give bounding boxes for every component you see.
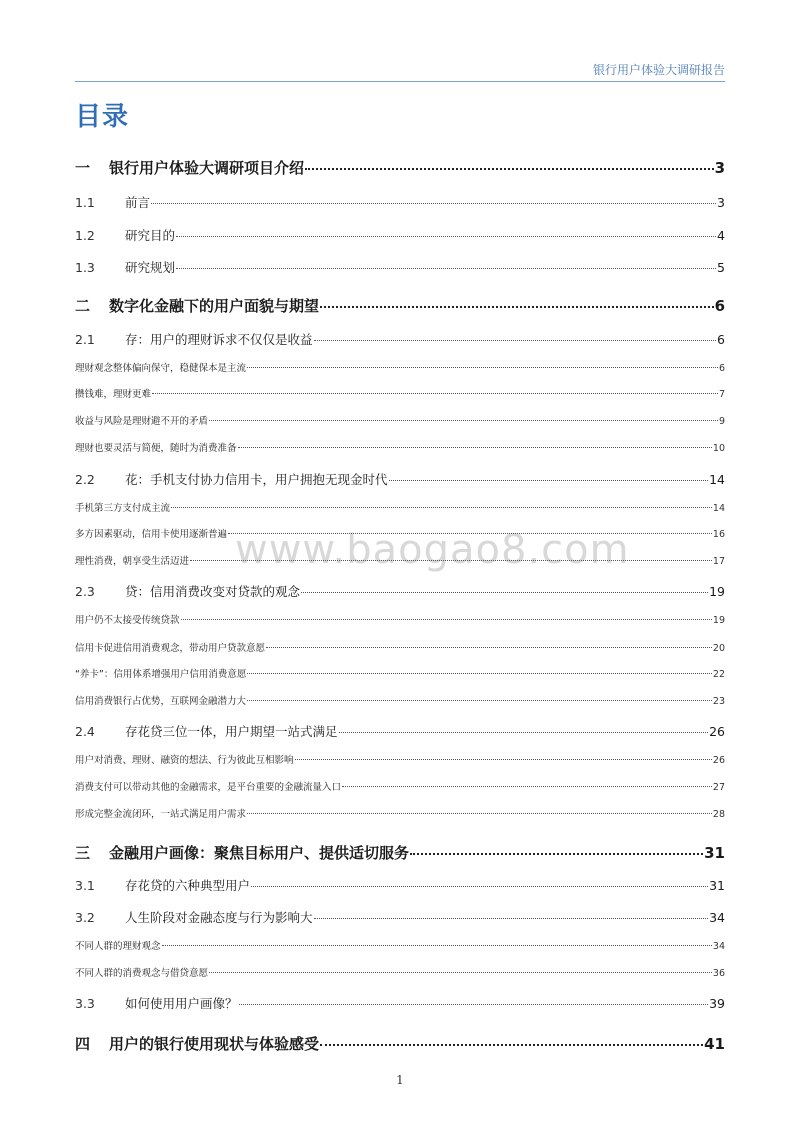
toc-entry-page: 4	[717, 228, 725, 243]
toc-entry[interactable]	[75, 157, 725, 178]
toc-entry-page: 3	[717, 195, 725, 210]
toc-entry-title: 花：手机支付协力信用卡，用户拥抱无现金时代	[125, 472, 388, 487]
toc-entry-page: 14	[709, 472, 725, 487]
toc-entry-page: 19	[709, 584, 725, 599]
toc-entry-page: 34	[712, 941, 725, 952]
toc-entry[interactable]	[75, 640, 725, 654]
toc-entry-page: 36	[712, 968, 725, 979]
toc-entry-title: 不同人群的消费观念与借贷意愿	[75, 968, 209, 979]
toc-entry[interactable]	[75, 500, 725, 514]
toc-entry[interactable]	[75, 553, 725, 567]
toc-entry-page: 19	[712, 615, 725, 626]
dot-leader	[247, 367, 718, 368]
toc-entry-page: 26	[709, 724, 725, 739]
dot-leader	[305, 168, 714, 170]
dot-leader	[238, 447, 712, 448]
toc-entry-title: 存花贷三位一体，用户期望一站式满足	[125, 724, 338, 739]
toc-entry-title: 理财观念整体偏向保守，稳健保本是主流	[75, 363, 247, 374]
dot-leader	[152, 393, 718, 394]
toc-entry-page: 9	[718, 416, 725, 427]
header-title: 银行用户体验大调研报告	[592, 63, 725, 77]
toc-entry-title: 如何使用用户画像？	[125, 996, 238, 1011]
toc-entry-number: 2.1	[75, 332, 95, 347]
dot-leader	[239, 1004, 709, 1005]
toc-entry[interactable]	[75, 612, 725, 626]
toc-entry-title: 用户仍不太接受传统贷款	[75, 615, 180, 626]
toc-entry-page: 28	[712, 809, 725, 820]
dot-leader	[209, 972, 712, 973]
toc-entry-number: 四	[75, 1035, 91, 1053]
toc-entry-title: 用户对消费、理财、融资的想法、行为彼此互相影响	[75, 755, 294, 766]
toc-entry-page: 39	[709, 996, 725, 1011]
toc-heading: 目录	[75, 102, 130, 132]
toc-entry[interactable]	[75, 994, 725, 1012]
toc-entry-number: 一	[75, 159, 91, 177]
toc-entry-number: 2.2	[75, 472, 95, 487]
dot-leader	[295, 759, 712, 760]
toc-entry-title: 形成完整金流闭环，一站式满足用户需求	[75, 809, 247, 820]
toc-entry-number: 1.1	[75, 195, 95, 210]
toc-entry-title: 存花贷的六种典型用户	[125, 878, 251, 893]
toc-entry-page: 14	[712, 503, 725, 514]
dot-leader	[266, 647, 712, 648]
dot-leader	[314, 918, 709, 919]
dot-leader	[247, 673, 712, 674]
toc-entry-title: 贷：信用消费改变对贷款的观念	[125, 584, 301, 599]
toc-entry[interactable]	[75, 666, 725, 680]
toc-entry-number: 3.3	[75, 996, 95, 1011]
toc-entry-page: 17	[712, 556, 725, 567]
toc-entry[interactable]	[75, 876, 725, 894]
toc-entry-title: 人生阶段对金融态度与行为影响大	[125, 910, 313, 925]
toc-entry[interactable]	[75, 526, 725, 540]
toc-entry-title: 多方因素驱动，信用卡使用逐渐普遍	[75, 529, 228, 540]
toc-entry[interactable]	[75, 693, 725, 707]
toc-entry-title: 研究规划	[125, 260, 176, 275]
toc-entry-page: 3	[714, 159, 725, 177]
toc-entry-title: 不同人群的理财观念	[75, 941, 161, 952]
toc-entry-title: 用户的银行使用现状与体验感受	[109, 1035, 320, 1053]
toc-entry[interactable]	[75, 470, 725, 488]
toc-entry[interactable]	[75, 386, 725, 400]
dot-leader	[410, 853, 703, 855]
toc-entry-page: 31	[704, 844, 725, 862]
toc-entry[interactable]	[75, 908, 725, 926]
toc-entry-page: 7	[718, 389, 725, 400]
toc-entry-title: 信用卡促进信用消费观念，带动用户贷款意愿	[75, 643, 266, 654]
page-number: 1	[396, 1073, 404, 1087]
toc-entry-page: 20	[712, 643, 725, 654]
toc-entry-title: 数字化金融下的用户面貌与期望	[109, 297, 320, 315]
toc-entry-title: 银行用户体验大调研项目介绍	[109, 159, 305, 177]
toc-entry[interactable]	[75, 258, 725, 276]
dot-leader	[151, 203, 716, 204]
toc-entry[interactable]	[75, 582, 725, 600]
toc-entry-title: 消费支付可以带动其他的金融需求，是平台重要的金融流量入口	[75, 782, 342, 793]
toc-entry-number: 1.2	[75, 228, 95, 243]
toc-entry-number: 2.4	[75, 724, 95, 739]
dot-leader	[209, 420, 718, 421]
toc-entry-number: 二	[75, 297, 91, 315]
dot-leader	[314, 340, 717, 341]
dot-leader	[162, 945, 712, 946]
toc-entry-number: 3.2	[75, 910, 95, 925]
toc-entry-page: 16	[712, 529, 725, 540]
dot-leader	[251, 886, 708, 887]
dot-leader	[171, 507, 712, 508]
watermark: www.baogao8.com	[235, 527, 630, 573]
toc-entry-title: 存：用户的理财诉求不仅仅是收益	[125, 332, 313, 347]
toc-entry[interactable]	[75, 413, 725, 427]
dot-leader	[389, 480, 709, 481]
dot-leader	[190, 560, 712, 561]
toc-entry[interactable]	[75, 842, 725, 863]
toc-entry-page: 34	[709, 910, 725, 925]
toc-entry-title: “养卡”：信用体系增强用户信用消费意愿	[75, 669, 247, 680]
toc-entry-title: 信用消费银行占优势，互联网金融潜力大	[75, 696, 247, 707]
toc-entry[interactable]	[75, 440, 725, 454]
toc-entry[interactable]	[75, 193, 725, 211]
toc-entry[interactable]	[75, 360, 725, 374]
toc-entry-title: 收益与风险是理财避不开的矛盾	[75, 416, 209, 427]
toc-entry-page: 41	[704, 1035, 725, 1053]
toc-entry-title: 前言	[125, 195, 151, 210]
toc-entry-title: 研究目的	[125, 228, 176, 243]
dot-leader	[176, 236, 716, 237]
toc-entry[interactable]	[75, 752, 725, 766]
dot-leader	[247, 813, 712, 814]
toc-entry[interactable]	[75, 295, 725, 316]
toc-entry-page: 10	[712, 443, 725, 454]
toc-entry-page: 26	[712, 755, 725, 766]
toc-entry-title: 攒钱难，理财更难	[75, 389, 152, 400]
dot-leader	[176, 268, 716, 269]
toc-entry[interactable]	[75, 1033, 725, 1054]
toc-entry-title: 金融用户画像：聚焦目标用户、提供适切服务	[109, 844, 410, 862]
toc-entry[interactable]	[75, 806, 725, 820]
toc-entry[interactable]	[75, 938, 725, 952]
toc-entry-number: 2.3	[75, 584, 95, 599]
dot-leader	[342, 786, 712, 787]
toc-entry[interactable]	[75, 779, 725, 793]
toc-entry-page: 6	[714, 297, 725, 315]
dot-leader	[181, 619, 712, 620]
toc-entry[interactable]	[75, 722, 725, 740]
toc-entry-title: 手机第三方支付成主流	[75, 503, 171, 514]
toc-entry[interactable]	[75, 226, 725, 244]
toc-entry-page: 6	[717, 332, 725, 347]
toc-entry-page: 23	[712, 696, 725, 707]
toc-entry-number: 3.1	[75, 878, 95, 893]
toc-entry-title: 理财也要灵活与简便，随时为消费准备	[75, 443, 237, 454]
dot-leader	[247, 700, 712, 701]
dot-leader	[301, 592, 708, 593]
dot-leader	[339, 732, 709, 733]
toc-entry[interactable]	[75, 965, 725, 979]
toc-entry-page: 27	[712, 782, 725, 793]
toc-entry-page: 6	[718, 363, 725, 374]
dot-leader	[320, 306, 714, 308]
toc-entry-page: 22	[712, 669, 725, 680]
toc-entry-page: 5	[717, 260, 725, 275]
toc-entry-number: 1.3	[75, 260, 95, 275]
toc-entry-title: 理性消费，朝享受生活迈进	[75, 556, 190, 567]
dot-leader	[320, 1044, 703, 1046]
toc-entry[interactable]	[75, 330, 725, 348]
toc-entry-number: 三	[75, 844, 91, 862]
toc-entry-page: 31	[709, 878, 725, 893]
dot-leader	[228, 533, 712, 534]
header-divider	[75, 81, 725, 82]
